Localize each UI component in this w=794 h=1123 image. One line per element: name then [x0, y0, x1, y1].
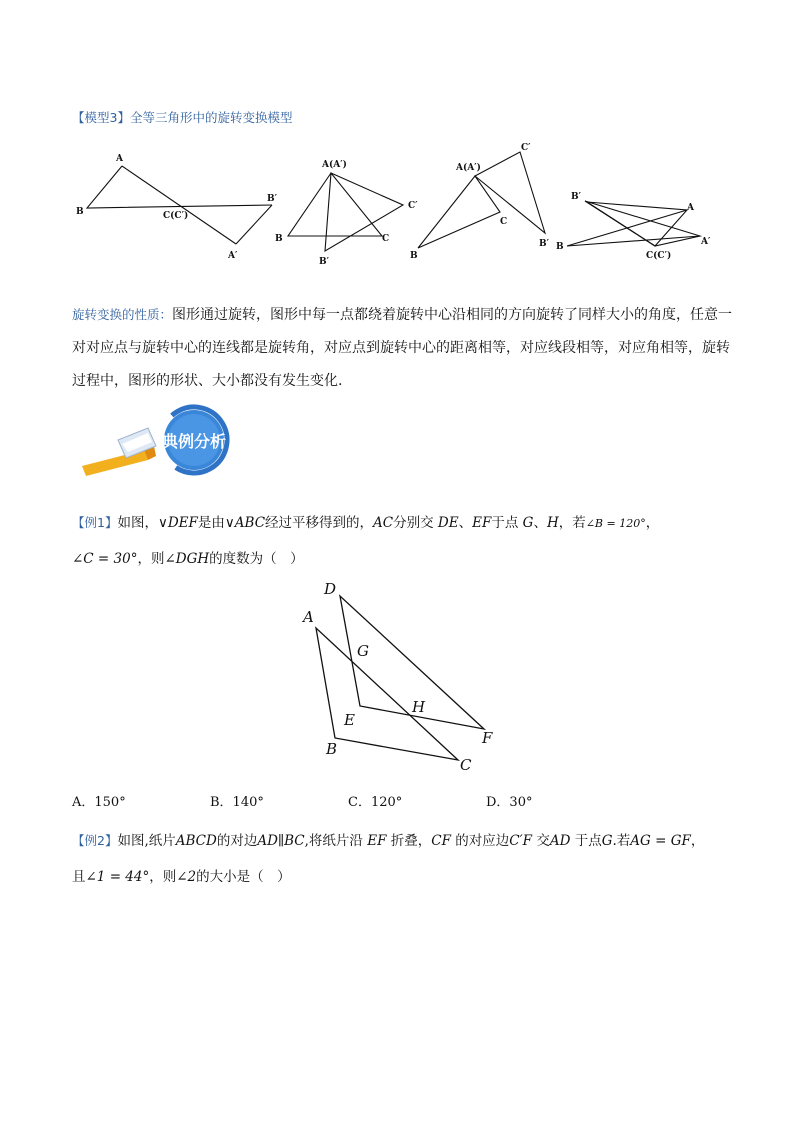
- text: ，: [690, 833, 705, 849]
- math: G: [601, 833, 613, 849]
- example2-line1: [72, 829, 732, 849]
- math: EF: [367, 833, 387, 849]
- text: 折叠，: [390, 833, 432, 849]
- label-c: C: [382, 234, 390, 244]
- text: ,将纸片沿: [304, 833, 363, 849]
- math: ABCD: [175, 833, 217, 849]
- label-c: C: [460, 756, 472, 774]
- label-b-prime: B′: [539, 239, 549, 249]
- label-b: B: [326, 740, 338, 758]
- math: C′F: [509, 833, 533, 849]
- text: ，则: [137, 551, 165, 567]
- example-badge: [78, 400, 248, 480]
- text: 于点: [574, 833, 602, 849]
- math: ∠C = 30°: [72, 551, 138, 567]
- label-c-c-prime: C(C′): [646, 251, 672, 261]
- option-d[interactable]: D．30°: [486, 795, 533, 810]
- example2-tag: 【例2】: [72, 833, 118, 848]
- text: 分别交: [393, 515, 434, 531]
- model-figure-3-labels: [410, 143, 550, 261]
- example1-tag: 【例1】: [72, 515, 118, 530]
- math: AD∥BC: [257, 833, 305, 849]
- label-h: H: [412, 698, 426, 716]
- label-a: A: [303, 608, 314, 626]
- math: DE: [437, 515, 459, 531]
- text: 如图,纸片: [117, 833, 176, 849]
- math: ∨ABC: [224, 515, 266, 531]
- text: .若: [612, 833, 631, 849]
- math: AC: [373, 515, 394, 531]
- label-b-prime: B′: [319, 257, 329, 267]
- option-a[interactable]: A．150°: [72, 795, 126, 810]
- label-a-prime: A′: [228, 251, 238, 261]
- text: ，: [645, 515, 660, 531]
- example1-line1: [72, 511, 732, 531]
- math: ∠DGH: [164, 551, 210, 567]
- label-a: A: [116, 154, 123, 164]
- label-b: B: [556, 242, 564, 252]
- label-c-prime: C′: [521, 143, 531, 153]
- example2-line2: [72, 865, 732, 885]
- property-text: 图形通过旋转，图形中每一点都绕着旋转中心沿相同的方向旋转了同样大小的角度，任意一对对应点与旋转中心的连线都是旋转角，对应点到旋转中心的距离相等，对应线段相等，对应角相等，旋转过程中，图形的形状、大小都没有发生变化.: [72, 307, 733, 389]
- model-figure-2-labels: [275, 159, 418, 267]
- label-e: E: [344, 711, 355, 729]
- label-c: C: [500, 217, 508, 227]
- math: CF: [431, 833, 451, 849]
- math: ∨DEF: [157, 515, 198, 531]
- math: H: [546, 515, 559, 531]
- option-c[interactable]: C．120°: [348, 795, 403, 810]
- math: EF: [472, 515, 492, 531]
- rotation-property: [72, 298, 732, 398]
- badge-text: 典例分析: [161, 432, 227, 451]
- triangle-abc: [316, 628, 458, 760]
- math: G: [522, 515, 534, 531]
- text: 、: [458, 515, 473, 531]
- text: ，则: [149, 869, 177, 885]
- label-b: B: [275, 234, 283, 244]
- model-title: 【模型3】全等三角形中的旋转变换模型: [72, 110, 293, 125]
- label-c: C(C′): [163, 211, 189, 221]
- model-figure-4: [567, 201, 700, 246]
- text: 交: [536, 833, 550, 849]
- label-b: B: [410, 251, 418, 261]
- text: 是由: [197, 515, 225, 531]
- label-b-prime: B′: [267, 194, 277, 204]
- math: ∠2: [176, 869, 197, 885]
- text: 于点: [491, 515, 519, 531]
- math: ∠1 = 44°: [85, 869, 150, 885]
- text: 经过平移得到的，: [265, 515, 374, 531]
- label-a-a-prime: A(A′): [322, 160, 347, 170]
- label-c-prime: C′: [408, 201, 418, 211]
- label-b-prime: B′: [571, 192, 581, 202]
- model-figures: [60, 138, 740, 273]
- text: 、: [533, 515, 547, 531]
- text: ，若: [558, 515, 586, 531]
- label-f: F: [482, 729, 493, 747]
- math: ∠B = 120°: [585, 517, 646, 530]
- text: 如图，: [117, 515, 158, 531]
- text: 的度数为（ ）: [209, 551, 304, 567]
- example1-figure: [290, 572, 520, 782]
- math: AD: [549, 833, 571, 849]
- math: AG = GF: [630, 833, 691, 849]
- text: 的对应边: [455, 833, 510, 849]
- label-b: B: [76, 207, 84, 217]
- model-figure-1: [87, 166, 272, 244]
- label-a: A: [687, 203, 694, 213]
- option-b[interactable]: B．140°: [210, 795, 264, 810]
- model-figure-3: [418, 152, 545, 248]
- property-label: 旋转变换的性质：: [72, 307, 173, 322]
- label-a-a-prime: A(A′): [456, 163, 481, 173]
- text: 的对边: [216, 833, 258, 849]
- example1-line2: [72, 547, 732, 567]
- label-d: D: [324, 580, 337, 598]
- label-a-prime: A′: [701, 237, 711, 247]
- label-g: G: [357, 642, 369, 660]
- text: 的大小是（ ）: [196, 869, 291, 885]
- text: 且: [72, 869, 86, 885]
